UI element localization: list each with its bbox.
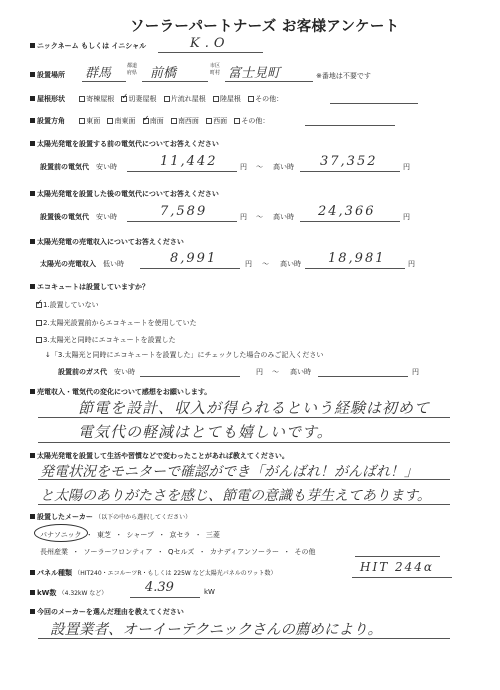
- roof-checkbox-hip[interactable]: [79, 96, 85, 102]
- q-life-answer-2[interactable]: と太陽のありがたさを感じ、節電の意識も芽生えてあります。: [40, 488, 431, 504]
- kw-unit: kW: [204, 588, 215, 596]
- kw-row: kW数 （4.32kW など）: [30, 588, 107, 598]
- maker-solar-frontier[interactable]: ソーラーフロンティア: [83, 548, 153, 556]
- maker-panasonic[interactable]: パナソニック: [40, 531, 82, 539]
- nickname-line: [158, 52, 263, 53]
- bullet-icon: [30, 570, 35, 575]
- sale-low-unit: 円: [245, 260, 252, 268]
- ecocute-note: ↓「3.太陽光と同時にエコキュートを設置した」にチェックした場合のみご記入ください: [45, 351, 324, 359]
- maker-other-line: [355, 556, 440, 557]
- maker-row-1: パナソニック ・ 東芝 ・ シャープ ・ 京セラ ・ 三菱: [40, 531, 220, 539]
- q-sale-heading: 売電収入・電気代の変化について感想をお願いします。: [30, 387, 211, 397]
- location-line-prefecture: [82, 81, 126, 82]
- after-low-line: [127, 221, 237, 222]
- maker-choshu[interactable]: 長州産業: [40, 548, 68, 556]
- after-high-value[interactable]: 24,366: [318, 204, 376, 219]
- before-tilde: 〜: [256, 163, 263, 171]
- nickname-label: ニックネーム もしくは イニシャル: [30, 41, 146, 51]
- location-city[interactable]: 前橋: [150, 66, 177, 81]
- reason-heading: 今回のメーカーを選んだ理由を教えてください: [30, 607, 184, 617]
- before-low-line: [127, 171, 237, 172]
- panel-value[interactable]: HIT 244α: [360, 560, 435, 574]
- q-sale-answer-2[interactable]: 電気代の軽減はとても嬉しいです。: [78, 423, 333, 441]
- sale-high-unit: 円: [408, 260, 415, 268]
- location-line-town: [225, 81, 313, 82]
- direction-checkbox-south[interactable]: [143, 118, 149, 124]
- gas-low-unit: 円: [256, 368, 263, 376]
- bullet-icon: [30, 389, 35, 394]
- after-high-unit: 円: [403, 213, 410, 221]
- q-sale-line-2: [38, 442, 450, 443]
- before-high-value[interactable]: 37,352: [320, 154, 378, 169]
- page-title: ソーラーパートナーズ お客様アンケート: [130, 19, 400, 35]
- ecocute-option-3[interactable]: 3.太陽光と同時にエコキュートを設置した: [36, 335, 176, 345]
- maker-sharp[interactable]: シャープ: [126, 531, 154, 539]
- location-note: ※番地は不要です: [316, 72, 371, 80]
- roof-row: 屋根形状 寄棟屋根 ✓ 切妻屋根 片流れ屋根 陸屋根 その他：: [30, 94, 283, 104]
- ecocute-checkbox-3[interactable]: [36, 337, 42, 343]
- panel-row: パネル種類 （HIT240・エコルーツR・もしくは 225W など太陽光パネルのワット数）: [30, 568, 276, 578]
- maker-toshiba[interactable]: 東芝: [96, 531, 111, 539]
- sale-low-line: [140, 268, 240, 269]
- location-prefecture[interactable]: 群馬: [85, 66, 112, 81]
- after-high-label: 高い時: [273, 213, 294, 221]
- sale-heading: 太陽光発電の売電収入についてお答えください: [30, 237, 184, 247]
- location-town[interactable]: 富士見町: [228, 66, 281, 81]
- after-low-value[interactable]: 7,589: [160, 204, 208, 219]
- nickname-value[interactable]: K.O: [190, 36, 230, 51]
- roof-checkbox-shed[interactable]: [164, 96, 170, 102]
- reason-answer[interactable]: 設置業者、オーイーテクニックさんの薦めにより。: [50, 622, 383, 638]
- sale-low-value[interactable]: 8,991: [170, 251, 218, 266]
- bullet-icon: [30, 96, 35, 101]
- gas-low-line: [140, 376, 240, 377]
- gas-tilde: 〜: [272, 368, 279, 376]
- sale-tilde: 〜: [262, 260, 269, 268]
- panel-line: [352, 577, 452, 578]
- sale-row-label: 太陽光の売電収入 低い時: [40, 260, 124, 268]
- maker-selected-circle: [34, 524, 88, 542]
- bullet-icon: [30, 453, 35, 458]
- roof-checkbox-gable[interactable]: [121, 96, 127, 102]
- after-row-label: 設置後の電気代 安い時: [40, 213, 117, 221]
- q-sale-answer-1[interactable]: 節電を設計、収入が得られるという経験は初めて: [78, 399, 431, 417]
- direction-checkbox-southeast[interactable]: [107, 118, 113, 124]
- ecocute-checkbox-1[interactable]: [36, 302, 42, 308]
- sale-high-label: 高い時: [280, 260, 301, 268]
- direction-other-line: [305, 125, 395, 126]
- maker-qcells[interactable]: Qセルズ: [168, 548, 195, 556]
- bullet-icon: [30, 609, 35, 614]
- ecocute-checkbox-2[interactable]: [36, 320, 42, 326]
- gas-high-label: 高い時: [290, 368, 311, 376]
- gas-row-label: 設置前のガス代 安い時: [58, 368, 135, 376]
- maker-mitsubishi[interactable]: 三菱: [205, 531, 220, 539]
- after-low-unit: 円: [240, 213, 247, 221]
- maker-kyocera[interactable]: 京セラ: [169, 531, 191, 539]
- after-high-line: [300, 221, 400, 222]
- location-line-city: [142, 81, 208, 82]
- ecocute-heading: エコキュートは設置していますか？: [30, 282, 149, 292]
- kw-value[interactable]: 4.39: [145, 580, 174, 595]
- before-low-value[interactable]: 11,442: [160, 154, 218, 169]
- maker-row-2: 長州産業 ・ ソーラーフロンティア ・ Qセルズ ・ カナディアンソーラー ・ その他: [40, 548, 316, 556]
- maker-canadian-solar[interactable]: カナディアンソーラー: [209, 548, 279, 556]
- bullet-icon: [30, 590, 35, 595]
- roof-other-line: [330, 103, 418, 104]
- before-heading: 太陽光発電を設置する前の電気代についてお答えください: [30, 139, 219, 149]
- bullet-icon: [30, 284, 35, 289]
- before-high-label: 高い時: [273, 163, 294, 171]
- q-life-answer-1[interactable]: 発電状況をモニターで確認ができ「がんばれ！がんばれ！」: [40, 464, 418, 480]
- bullet-icon: [30, 118, 35, 123]
- maker-other[interactable]: その他: [294, 548, 316, 556]
- direction-checkbox-other[interactable]: [234, 118, 240, 124]
- kw-line: [130, 597, 200, 598]
- before-low-unit: 円: [240, 163, 247, 171]
- bullet-icon: [30, 72, 35, 77]
- pref-unit: 都道府県: [127, 63, 138, 76]
- before-row-label: 設置前の電気代 安い時: [40, 163, 117, 171]
- after-tilde: 〜: [256, 213, 263, 221]
- maker-heading: 設置したメーカー （以下の中から選択してください）: [30, 512, 191, 522]
- bullet-icon: [30, 239, 35, 244]
- gas-high-unit: 円: [412, 368, 419, 376]
- before-high-line: [300, 171, 400, 172]
- bullet-icon: [30, 43, 35, 48]
- city-unit: 市区町村: [210, 63, 221, 76]
- after-heading: 太陽光発電を設置した後の電気代についてお答えください: [30, 189, 219, 199]
- bullet-icon: [30, 141, 35, 146]
- ecocute-option-2[interactable]: 2.太陽光設置前からエコキュートを使用していた: [36, 318, 197, 328]
- before-high-unit: 円: [403, 163, 410, 171]
- roof-checkbox-flat[interactable]: [213, 96, 219, 102]
- roof-checkbox-other[interactable]: [248, 96, 254, 102]
- gas-high-line: [318, 376, 408, 377]
- direction-checkbox-southwest[interactable]: [171, 118, 177, 124]
- direction-checkbox-west[interactable]: [206, 118, 212, 124]
- sale-high-value[interactable]: 18,981: [328, 251, 386, 266]
- direction-row: 設置方角 東面 南東面 ✓ 南面 南西面 西面 その他：: [30, 116, 269, 126]
- direction-checkbox-east[interactable]: [79, 118, 85, 124]
- bullet-icon: [30, 191, 35, 196]
- ecocute-option-1[interactable]: ✓1.設置していない: [36, 300, 99, 310]
- sale-high-line: [305, 268, 405, 269]
- q-life-heading: 太陽光発電を設置して生活や習慣などで変わったことがあれば教えてください。: [30, 451, 289, 461]
- bullet-icon: [30, 514, 35, 519]
- location-label: 設置場所: [30, 70, 65, 80]
